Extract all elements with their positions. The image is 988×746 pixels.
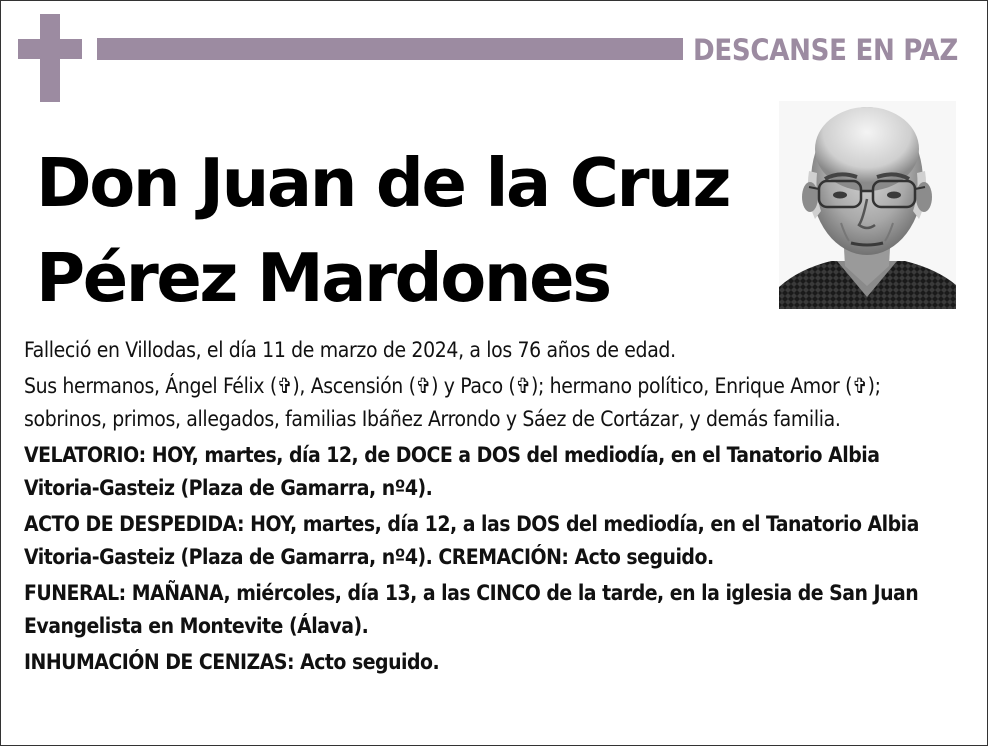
family-paragraph: Sus hermanos, Ángel Félix (✞), Ascensión (✞) y Paco (✞); hermano político, Enrique Amor (✞); sobrinos, primos, allegados, familias Ibáñez Arrondo y Sáez de Cortázar, y demás familia. [24,374,881,431]
funeral-paragraph: FUNERAL: MAÑANA, miércoles, día 13, a las CINCO de la tarde, en la iglesia de San Juan Evangelista en Montevite (Álava). [24,581,919,638]
deceased-name-line1: Don Juan de la Cruz [36,144,730,222]
deceased-name-line2: Pérez Mardones [36,239,610,317]
portrait-illustration [779,101,956,309]
death-announcement: Falleció en Villodas, el día 11 de marzo de 2024, a los 76 años de edad. [24,338,676,362]
latin-cross-icon [18,14,82,102]
header-rule [97,38,683,60]
portrait-photo [779,101,956,309]
notice-text [24,334,960,680]
deceased-name [36,136,729,326]
inhumacion-paragraph: INHUMACIÓN DE CENIZAS: Acto seguido. [24,650,440,674]
tagline: DESCANSE EN PAZ [693,33,958,67]
velatorio-paragraph: VELATORIO: HOY, martes, día 12, de DOCE a DOS del mediodía, en el Tanatorio Albia Vitoria-Gasteiz (Plaza de Gamarra, nº4). [24,443,880,500]
despedida-paragraph: ACTO DE DESPEDIDA: HOY, martes, día 12, a las DOS del mediodía, en el Tanatorio Albia Vitoria-Gasteiz (Plaza de Gamarra, nº4). CREMACIÓN: Acto seguido. [24,512,919,569]
